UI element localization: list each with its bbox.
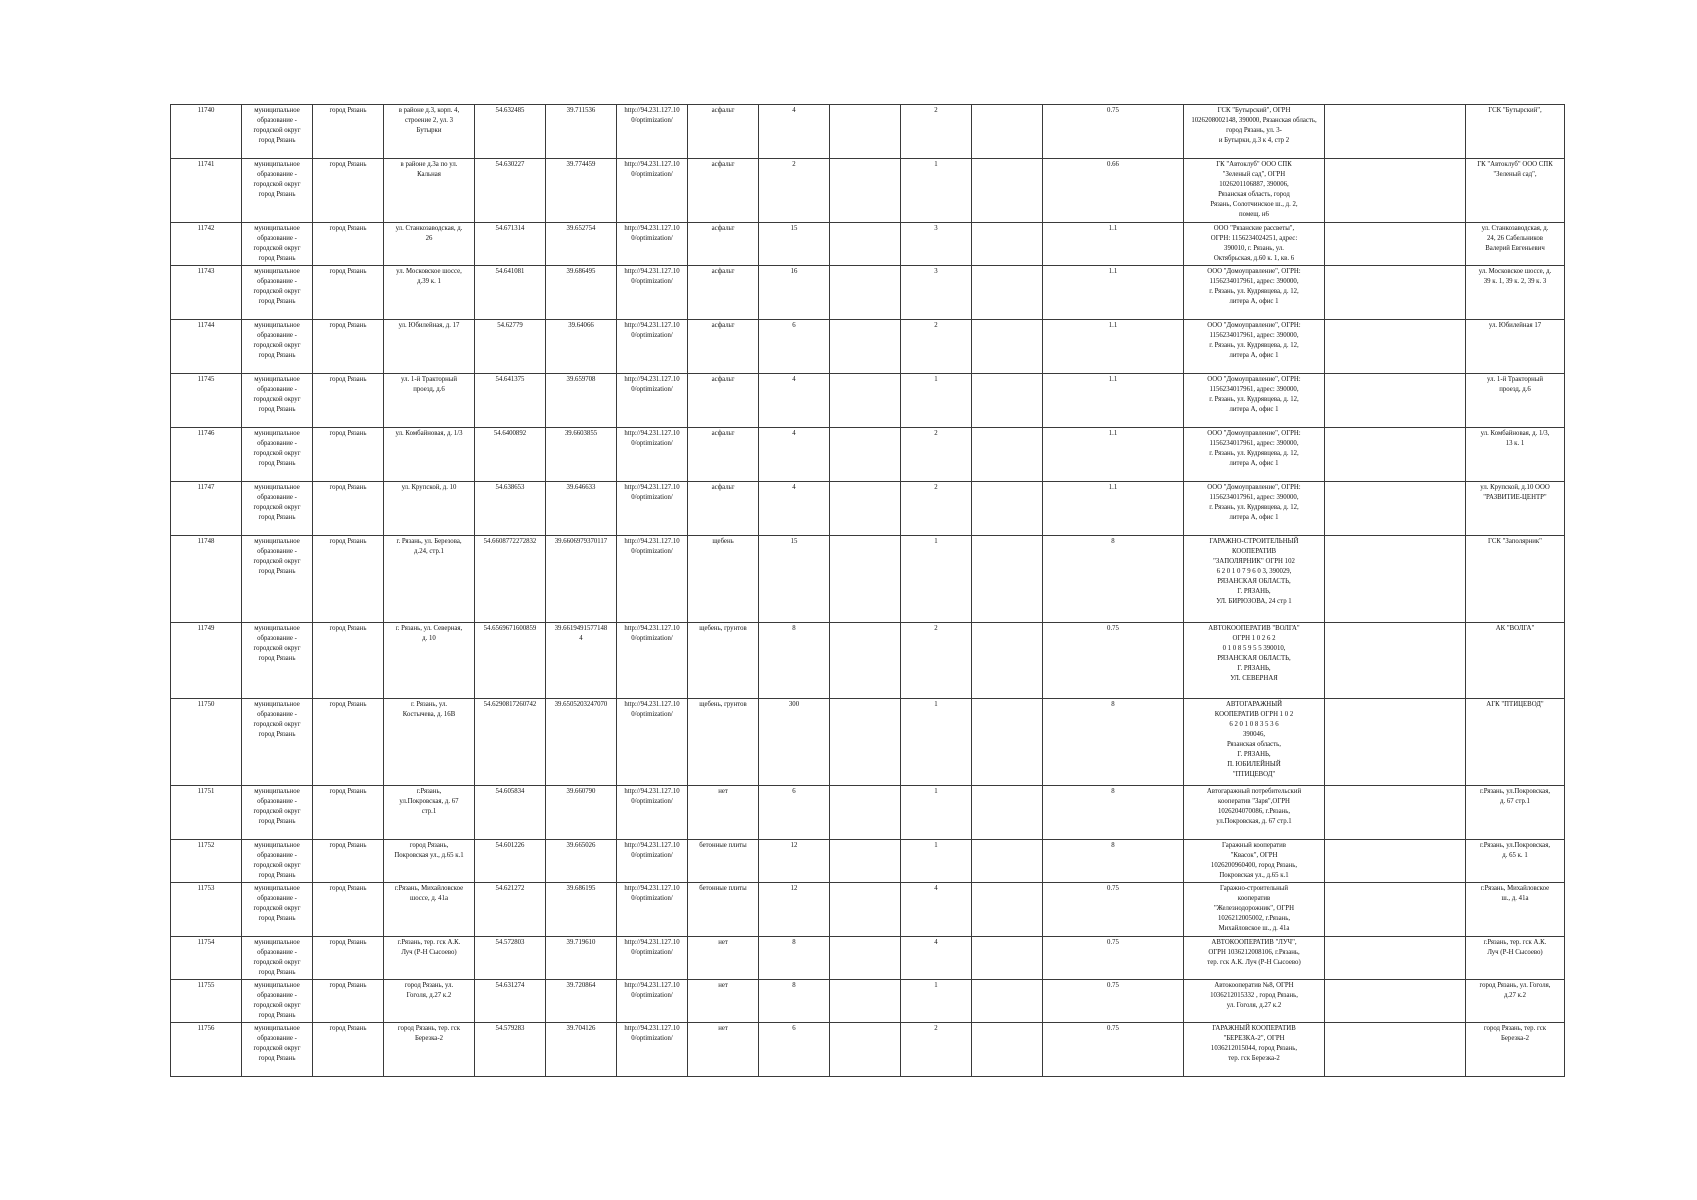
cell-source: г.Рязань, Михайловское ш., д. 41а [1466,883,1565,937]
cell-longitude: 39.774459 [546,159,617,223]
cell-source: ул. Станкозаводская, д. 24, 26 Сабельников Валерий Евгеньевич [1466,223,1565,266]
cell-locality: город Рязань [313,428,384,482]
cell-latitude: 54.630227 [475,159,546,223]
cell-municipality: муниципальное образование - городской округ город Рязань [242,320,313,374]
cell-surface: щебень, грунтов [688,623,759,699]
cell-link: http://94.231.127.10 0/optimization/ [617,428,688,482]
cell-id: 11756 [171,1023,242,1077]
cell-empty [830,623,901,699]
cell-locality: город Рязань [313,536,384,623]
cell-municipality: муниципальное образование - городской округ город Рязань [242,536,313,623]
cell-source: ул. Московское шоссе, д. 39 к. 1, 39 к. 2, 39 к. 3 [1466,266,1565,320]
registry-table [170,104,1565,1077]
table-row [171,623,1565,699]
cell-volume: 0.75 [1043,980,1184,1023]
cell-address: ул. Станкозаводская, д. 26 [384,223,475,266]
cell-address: ул. Комбайновая, д. 1/3 [384,428,475,482]
cell-surface: асфальт [688,374,759,428]
cell-owner: ООО "Домоуправление", ОГРН: 1156234017961, адрес: 390000, г. Рязань, ул. Кудрявцева, д. 12, литера А, офис 1 [1184,482,1325,536]
cell-empty [1325,320,1466,374]
cell-owner: ГАРАЖНЫЙ КООПЕРАТИВ "БЕРЕЗКА-2", ОГРН 1036212015044, город Рязань, тер. гск Березка-2 [1184,1023,1325,1077]
cell-owner: ООО "Рязанские рассветы", ОГРН: 1156234024251, адрес: 390010, г. Рязань, ул. Октябрьская, д.60 к. 1, кв. 6 [1184,223,1325,266]
cell-empty [830,159,901,223]
cell-link: http://94.231.127.10 0/optimization/ [617,883,688,937]
cell-locality: город Рязань [313,374,384,428]
cell-id: 11755 [171,980,242,1023]
cell-address: г.Рязань, ул.Покровская, д. 67 стр.1 [384,786,475,840]
cell-volume: 0.75 [1043,623,1184,699]
cell-empty [1325,980,1466,1023]
cell-owner: Автокооператив №8, ОГРН 1036212015332 , город Рязань, ул. Гоголя, д.27 к.2 [1184,980,1325,1023]
cell-id: 11749 [171,623,242,699]
cell-id: 11746 [171,428,242,482]
cell-latitude: 54.631274 [475,980,546,1023]
table-row [171,937,1565,980]
cell-id: 11742 [171,223,242,266]
cell-address: ул. Московское шоссе, д.39 к. 1 [384,266,475,320]
cell-empty [1325,699,1466,786]
cell-municipality: муниципальное образование - городской округ город Рязань [242,883,313,937]
cell-longitude: 39.704126 [546,1023,617,1077]
cell-source: ул. Крупской, д.10 ООО "РАЗВИТИЕ-ЦЕНТР" [1466,482,1565,536]
table-row [171,105,1565,159]
table-row [171,482,1565,536]
cell-containers: 2 [901,623,972,699]
cell-municipality: муниципальное образование - городской округ город Рязань [242,482,313,536]
cell-owner: ООО "Домоуправление", ОГРН: 1156234017961, адрес: 390000, г. Рязань, ул. Кудрявцева, д. 12, литера А, офис 1 [1184,374,1325,428]
cell-locality: город Рязань [313,159,384,223]
cell-address: г. Рязань, ул. Костычева, д. 16В [384,699,475,786]
cell-address: в районе д.3, корп. 4, строение 2, ул. 3 Бутырки [384,105,475,159]
cell-volume: 8 [1043,840,1184,883]
cell-empty [1325,840,1466,883]
cell-area: 15 [759,536,830,623]
cell-empty [830,374,901,428]
cell-volume: 0.75 [1043,883,1184,937]
cell-address: в районе д.3а по ул. Кальная [384,159,475,223]
cell-latitude: 54.6569671600859 [475,623,546,699]
cell-area: 8 [759,623,830,699]
cell-volume: 0.75 [1043,937,1184,980]
cell-address: ул. 1-й Тракторный проезд, д.6 [384,374,475,428]
cell-owner: Гаражный кооператив "Квасок", ОГРН 1026200960400, город Рязань, Покровская ул., д.65 к.1 [1184,840,1325,883]
cell-locality: город Рязань [313,786,384,840]
cell-longitude: 39.659708 [546,374,617,428]
cell-municipality: муниципальное образование - городской округ город Рязань [242,937,313,980]
cell-owner: АВТОГАРАЖНЫЙ КООПЕРАТИВ ОГРН 1 0 2 6 2 0 1 0 8 3 5 3 6 390046, Рязанская область, Г. РЯЗАНЬ, П. ЮБИЛЕЙНЫЙ "ПТИЦЕВОД" [1184,699,1325,786]
registry-body [171,105,1565,1077]
cell-containers: 1 [901,786,972,840]
cell-empty [1325,937,1466,980]
cell-id: 11750 [171,699,242,786]
cell-source: ул. Юбилейная 17 [1466,320,1565,374]
cell-source: г.Рязань, тер. гск А.К. Луч (Р-Н Сысоево) [1466,937,1565,980]
cell-empty [830,428,901,482]
cell-empty [830,840,901,883]
cell-id: 11744 [171,320,242,374]
cell-id: 11745 [171,374,242,428]
cell-area: 12 [759,883,830,937]
cell-latitude: 54.641081 [475,266,546,320]
cell-surface: асфальт [688,428,759,482]
cell-surface: нет [688,980,759,1023]
cell-empty [830,536,901,623]
cell-address: ул. Юбилейная, д. 17 [384,320,475,374]
cell-source: г.Рязань, ул.Покровская, д. 67 стр.1 [1466,786,1565,840]
cell-containers: 2 [901,428,972,482]
cell-link: http://94.231.127.10 0/optimization/ [617,374,688,428]
cell-volume: 8 [1043,699,1184,786]
cell-source: АГК "ПТИЦЕВОД" [1466,699,1565,786]
cell-empty [972,623,1043,699]
cell-surface: асфальт [688,105,759,159]
cell-owner: ООО "Домоуправление", ОГРН: 1156234017961, адрес: 390000, г. Рязань, ул. Кудрявцева, д. 12, литера А, офис 1 [1184,266,1325,320]
cell-id: 11741 [171,159,242,223]
cell-volume: 1.1 [1043,428,1184,482]
cell-empty [1325,623,1466,699]
cell-containers: 2 [901,482,972,536]
cell-link: http://94.231.127.10 0/optimization/ [617,266,688,320]
cell-locality: город Рязань [313,105,384,159]
cell-containers: 3 [901,223,972,266]
cell-empty [830,266,901,320]
table-row [171,428,1565,482]
cell-volume: 8 [1043,786,1184,840]
cell-id: 11743 [171,266,242,320]
cell-area: 15 [759,223,830,266]
cell-address: г.Рязань, тер. гск А.К. Луч (Р-Н Сысоево) [384,937,475,980]
cell-empty [830,223,901,266]
cell-municipality: муниципальное образование - городской округ город Рязань [242,223,313,266]
cell-locality: город Рязань [313,1023,384,1077]
cell-containers: 2 [901,320,972,374]
cell-link: http://94.231.127.10 0/optimization/ [617,623,688,699]
cell-area: 4 [759,374,830,428]
cell-surface: асфальт [688,223,759,266]
cell-empty [972,159,1043,223]
cell-latitude: 54.62779 [475,320,546,374]
cell-empty [972,223,1043,266]
cell-latitude: 54.601226 [475,840,546,883]
cell-source: ул. Комбайновая, д. 1/3, 13 к. 1 [1466,428,1565,482]
cell-municipality: муниципальное образование - городской округ город Рязань [242,840,313,883]
cell-owner: ГАРАЖНО-СТРОИТЕЛЬНЫЙ КООПЕРАТИВ "ЗАПОЛЯРНИК" ОГРН 102 6 2 0 1 0 7 9 6 0 3, 390029, РЯЗАНСКАЯ ОБЛАСТЬ, Г. РЯЗАНЬ, УЛ. БИРЮЗОВА, 24 стр 1 [1184,536,1325,623]
cell-surface: бетонные плиты [688,840,759,883]
table-row [171,223,1565,266]
cell-empty [1325,482,1466,536]
cell-area: 16 [759,266,830,320]
cell-empty [830,980,901,1023]
cell-containers: 4 [901,883,972,937]
cell-address: г.Рязань, Михайловское шоссе, д. 41а [384,883,475,937]
table-row [171,883,1565,937]
cell-area: 8 [759,937,830,980]
cell-surface: нет [688,786,759,840]
cell-empty [1325,536,1466,623]
cell-longitude: 39.711536 [546,105,617,159]
table-row [171,786,1565,840]
cell-latitude: 54.6290817260742 [475,699,546,786]
cell-locality: город Рязань [313,937,384,980]
cell-municipality: муниципальное образование - городской округ город Рязань [242,428,313,482]
cell-link: http://94.231.127.10 0/optimization/ [617,699,688,786]
cell-owner: Автогаражный потребительский кооператив "Заря",ОГРН 1026204070086, г.Рязань, ул.Покровская, д. 67 стр.1 [1184,786,1325,840]
cell-link: http://94.231.127.10 0/optimization/ [617,159,688,223]
cell-locality: город Рязань [313,482,384,536]
cell-empty [1325,786,1466,840]
cell-link: http://94.231.127.10 0/optimization/ [617,482,688,536]
cell-owner: ООО "Домоуправление", ОГРН: 1156234017961, адрес: 390000, г. Рязань, ул. Кудрявцева, д. 12, литера А, офис 1 [1184,320,1325,374]
cell-link: http://94.231.127.10 0/optimization/ [617,980,688,1023]
cell-area: 6 [759,786,830,840]
cell-longitude: 39.652754 [546,223,617,266]
cell-empty [1325,883,1466,937]
cell-empty [972,883,1043,937]
cell-empty [830,105,901,159]
cell-locality: город Рязань [313,699,384,786]
cell-empty [830,482,901,536]
cell-longitude: 39.665026 [546,840,617,883]
cell-empty [830,937,901,980]
cell-longitude: 39.660790 [546,786,617,840]
cell-containers: 1 [901,374,972,428]
cell-area: 4 [759,105,830,159]
cell-municipality: муниципальное образование - городской округ город Рязань [242,266,313,320]
cell-address: город Рязань, ул. Гоголя, д.27 к.2 [384,980,475,1023]
cell-volume: 1.1 [1043,320,1184,374]
cell-address: г. Рязань, ул. Северная, д. 10 [384,623,475,699]
cell-longitude: 39.6619491577148 4 [546,623,617,699]
cell-surface: асфальт [688,159,759,223]
cell-longitude: 39.6606979370117 [546,536,617,623]
cell-surface: асфальт [688,482,759,536]
cell-volume: 0.75 [1043,105,1184,159]
cell-empty [972,374,1043,428]
cell-address: г. Рязань, ул. Березова, д.24, стр.1 [384,536,475,623]
cell-empty [972,786,1043,840]
cell-id: 11751 [171,786,242,840]
cell-longitude: 39.720864 [546,980,617,1023]
cell-volume: 0.66 [1043,159,1184,223]
cell-source: ГСК "Заполярник" [1466,536,1565,623]
cell-volume: 1.1 [1043,223,1184,266]
cell-id: 11754 [171,937,242,980]
cell-municipality: муниципальное образование - городской округ город Рязань [242,980,313,1023]
cell-containers: 1 [901,980,972,1023]
cell-municipality: муниципальное образование - городской округ город Рязань [242,374,313,428]
cell-empty [830,699,901,786]
cell-containers: 2 [901,105,972,159]
cell-containers: 1 [901,840,972,883]
cell-empty [972,840,1043,883]
cell-owner: ГСК "Бутырский", ОГРН 1026208002148, 390000, Рязанская область, город Рязань, ул. 3- и Бутырки, д.3 к 4, стр 2 [1184,105,1325,159]
cell-containers: 1 [901,699,972,786]
cell-link: http://94.231.127.10 0/optimization/ [617,786,688,840]
cell-surface: асфальт [688,266,759,320]
cell-surface: асфальт [688,320,759,374]
cell-locality: город Рязань [313,266,384,320]
cell-containers: 4 [901,937,972,980]
cell-empty [1325,428,1466,482]
cell-empty [972,536,1043,623]
cell-surface: нет [688,937,759,980]
cell-area: 4 [759,428,830,482]
cell-volume: 1.1 [1043,266,1184,320]
cell-area: 300 [759,699,830,786]
cell-municipality: муниципальное образование - городской округ город Рязань [242,1023,313,1077]
cell-latitude: 54.621272 [475,883,546,937]
cell-source: ул. 1-й Тракторный проезд, д.6 [1466,374,1565,428]
table-row [171,840,1565,883]
cell-link: http://94.231.127.10 0/optimization/ [617,1023,688,1077]
cell-link: http://94.231.127.10 0/optimization/ [617,536,688,623]
table-row [171,374,1565,428]
table-row [171,1023,1565,1077]
cell-area: 4 [759,482,830,536]
cell-link: http://94.231.127.10 0/optimization/ [617,840,688,883]
table-row [171,266,1565,320]
cell-area: 2 [759,159,830,223]
cell-source: ГСК "Бутырский", [1466,105,1565,159]
cell-surface: бетонные плиты [688,883,759,937]
cell-source: ГК "Автоклуб" ООО СПК "Зеленый сад", [1466,159,1565,223]
cell-latitude: 54.632485 [475,105,546,159]
cell-empty [972,699,1043,786]
cell-longitude: 39.719610 [546,937,617,980]
cell-municipality: муниципальное образование - городской округ город Рязань [242,159,313,223]
cell-area: 6 [759,1023,830,1077]
cell-id: 11748 [171,536,242,623]
cell-source: АК "ВОЛГА" [1466,623,1565,699]
cell-area: 6 [759,320,830,374]
cell-longitude: 39.686495 [546,266,617,320]
cell-latitude: 54.671314 [475,223,546,266]
cell-link: http://94.231.127.10 0/optimization/ [617,320,688,374]
cell-locality: город Рязань [313,840,384,883]
cell-latitude: 54.572803 [475,937,546,980]
cell-volume: 0.75 [1043,1023,1184,1077]
cell-address: город Рязань, тер. гск Березка-2 [384,1023,475,1077]
cell-empty [972,320,1043,374]
cell-municipality: муниципальное образование - городской округ город Рязань [242,786,313,840]
cell-volume: 1.1 [1043,482,1184,536]
cell-address: город Рязань, Покровская ул., д.65 к.1 [384,840,475,883]
cell-surface: щебень [688,536,759,623]
cell-source: город Рязань, ул. Гоголя, д.27 к.2 [1466,980,1565,1023]
cell-empty [1325,374,1466,428]
table-row [171,699,1565,786]
cell-containers: 2 [901,1023,972,1077]
cell-latitude: 54.638653 [475,482,546,536]
cell-longitude: 39.64066 [546,320,617,374]
cell-owner: ООО "Домоуправление", ОГРН: 1156234017961, адрес: 390000, г. Рязань, ул. Кудрявцева, д. 12, литера А, офис 1 [1184,428,1325,482]
cell-empty [972,937,1043,980]
cell-latitude: 54.6608772272832 [475,536,546,623]
cell-empty [972,1023,1043,1077]
cell-latitude: 54.6400892 [475,428,546,482]
cell-containers: 1 [901,159,972,223]
cell-id: 11752 [171,840,242,883]
cell-owner: ГК "Автоклуб" ООО СПК "Зеленый сад", ОГРН 1026201106887, 390006, Рязанская область, город Рязань, Солотчинское ш., д. 2, помещ. н6 [1184,159,1325,223]
cell-locality: город Рязань [313,320,384,374]
cell-link: http://94.231.127.10 0/optimization/ [617,223,688,266]
cell-latitude: 54.641375 [475,374,546,428]
cell-locality: город Рязань [313,223,384,266]
cell-longitude: 39.6505203247070 [546,699,617,786]
table-row [171,320,1565,374]
cell-empty [972,266,1043,320]
cell-empty [972,428,1043,482]
cell-empty [830,1023,901,1077]
cell-surface: щебень, грунтов [688,699,759,786]
cell-source: город Рязань, тер. гск Березка-2 [1466,1023,1565,1077]
cell-owner: АВТОКООПЕРАТИВ "ЛУЧ", ОГРН 1036212008106, г.Рязань, тер. гск А.К. Луч (Р-Н Сысоево) [1184,937,1325,980]
cell-longitude: 39.686195 [546,883,617,937]
cell-municipality: муниципальное образование - городской округ город Рязань [242,699,313,786]
cell-empty [1325,266,1466,320]
cell-area: 12 [759,840,830,883]
cell-empty [830,320,901,374]
cell-empty [972,980,1043,1023]
cell-empty [1325,159,1466,223]
cell-id: 11753 [171,883,242,937]
cell-longitude: 39.6603855 [546,428,617,482]
cell-owner: АВТОКООПЕРАТИВ "ВОЛГА" ОГРН 1 0 2 6 2 0 1 0 8 5 9 5 5 390010, РЯЗАНСКАЯ ОБЛАСТЬ, Г. РЯЗАНЬ, УЛ. СЕВЕРНАЯ [1184,623,1325,699]
cell-id: 11740 [171,105,242,159]
table-row [171,980,1565,1023]
cell-address: ул. Крупской, д. 10 [384,482,475,536]
cell-area: 8 [759,980,830,1023]
cell-municipality: муниципальное образование - городской округ город Рязань [242,623,313,699]
cell-longitude: 39.646633 [546,482,617,536]
cell-locality: город Рязань [313,883,384,937]
cell-empty [972,482,1043,536]
cell-latitude: 54.579283 [475,1023,546,1077]
table-row [171,536,1565,623]
cell-source: г.Рязань, ул.Покровская, д. 65 к. 1 [1466,840,1565,883]
cell-empty [1325,105,1466,159]
cell-volume: 1.1 [1043,374,1184,428]
table-row [171,159,1565,223]
cell-containers: 1 [901,536,972,623]
cell-empty [1325,223,1466,266]
cell-empty [830,786,901,840]
cell-link: http://94.231.127.10 0/optimization/ [617,105,688,159]
cell-link: http://94.231.127.10 0/optimization/ [617,937,688,980]
cell-empty [1325,1023,1466,1077]
cell-volume: 8 [1043,536,1184,623]
cell-empty [830,883,901,937]
cell-id: 11747 [171,482,242,536]
cell-owner: Гаражно-строительный кооператив "Железнодорожник", ОГРН 1026212005002, г.Рязань, Михайловское ш., д. 41а [1184,883,1325,937]
cell-surface: нет [688,1023,759,1077]
cell-locality: город Рязань [313,980,384,1023]
cell-locality: город Рязань [313,623,384,699]
cell-containers: 3 [901,266,972,320]
cell-latitude: 54.605834 [475,786,546,840]
cell-municipality: муниципальное образование - городской округ город Рязань [242,105,313,159]
cell-empty [972,105,1043,159]
